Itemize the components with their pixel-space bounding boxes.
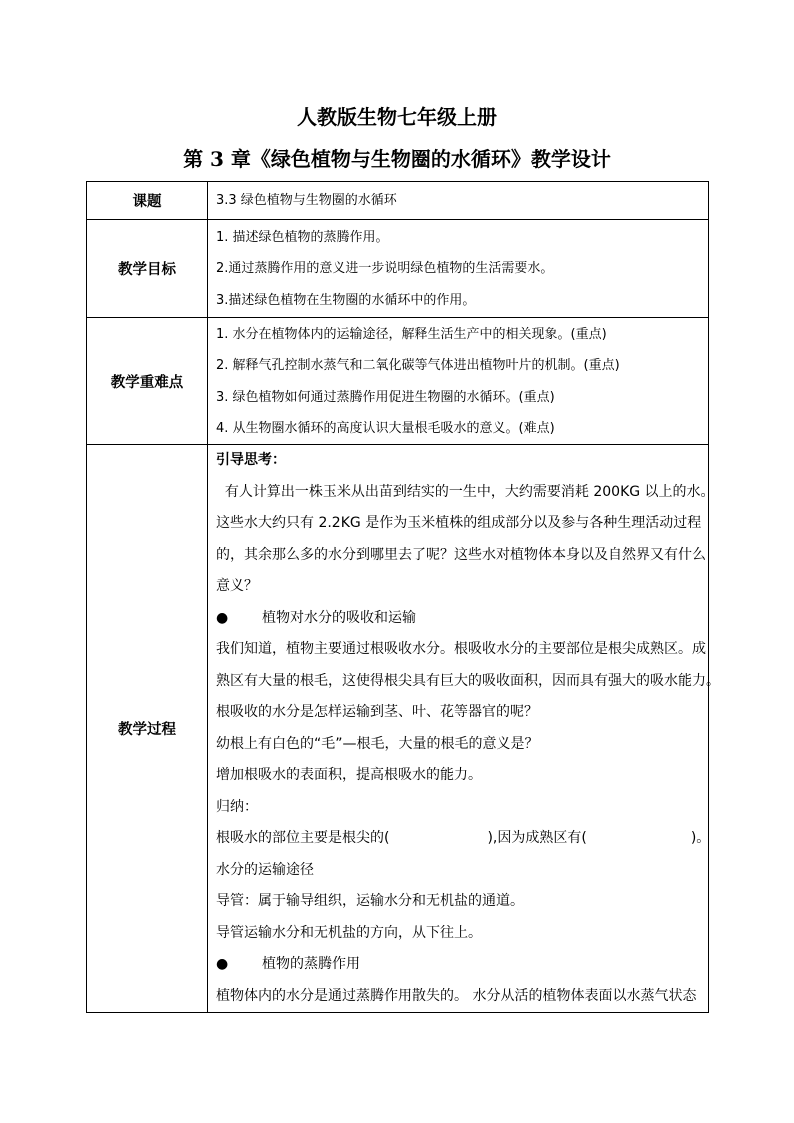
list-item: 4. 从生物圈水循环的高度认识大量根毛吸水的意义。(难点) — [216, 420, 555, 436]
objectives-label: 教学目标 — [87, 220, 208, 318]
paragraph-line: 这些水大约只有 2.2KG 是作为玉米植株的组成部分以及参与各种生理活动过程 — [216, 515, 702, 532]
guide-heading: 引导思考： — [216, 452, 286, 469]
paragraph-line: 导管运输水分和无机盐的方向，从下往上。 — [216, 924, 482, 941]
paragraph-line: 增加根吸水的表面积，提高根吸水的能力。 — [216, 767, 482, 784]
list-item: 3.描述绿色植物在生物圈的水循环中的作用。 — [216, 292, 476, 308]
list-item: 3. 绿色植物如何通过蒸腾作用促进生物圈的水循环。(重点) — [216, 389, 555, 405]
key-points-label: 教学重难点 — [87, 318, 208, 445]
section-heading — [216, 949, 702, 981]
fill-text: ),因为成熟区有( — [487, 830, 587, 847]
lesson-plan-table — [86, 181, 720, 1013]
table-row-objectives — [87, 220, 709, 318]
fill-in-blank-line — [216, 823, 711, 855]
topic-value-cell — [208, 182, 709, 220]
paragraph-line: 熟区有大量的根毛，这使得根尖具有巨大的吸收面积，因而具有强大的吸水能力。 — [216, 672, 720, 689]
fill-text: 根吸水的部位主要是根尖的( — [216, 830, 390, 847]
table-row-process — [87, 445, 709, 1013]
key-points-cell — [208, 318, 709, 445]
table-row-topic — [87, 182, 709, 220]
paragraph-line: 有人计算出一株玉米从出苗到结实的一生中，大约需要消耗 200KG 以上的水。 — [216, 483, 715, 500]
paragraph-line: 归纳： — [216, 798, 258, 815]
document-subtitle: 第 3 章《绿色植物与生物圈的水循环》教学设计 — [183, 147, 611, 171]
document-title: 人教版生物七年级上册 — [297, 105, 497, 129]
paragraph-line: 幼根上有白色的“毛”—根毛，大量的根毛的意义是？ — [216, 735, 539, 752]
paragraph-line: 意义？ — [216, 578, 258, 595]
process-cell — [208, 445, 720, 1013]
bullet-icon: ● — [216, 609, 229, 626]
fill-text: )。 — [690, 830, 711, 847]
section-title: 植物对水分的吸收和运输 — [262, 609, 416, 626]
paragraph-line: 导管：属于输导组织，运输水分和无机盐的通道。 — [216, 893, 524, 910]
section-heading — [216, 603, 702, 635]
paragraph-line: 根吸收的水分是怎样运输到茎、叶、花等器官的呢？ — [216, 704, 538, 721]
list-item: 2.通过蒸腾作用的意义进一步说明绿色植物的生活需要水。 — [216, 261, 554, 277]
objectives-cell — [208, 220, 709, 318]
paragraph-line: 的，其余那么多的水分到哪里去了呢？这些水对植物体本身以及自然界又有什么 — [216, 546, 706, 563]
list-item: 2. 解释气孔控制水蒸气和二氧化碳等气体进出植物叶片的机制。(重点) — [216, 358, 620, 374]
paragraph-line: 水分的运输途径 — [216, 861, 314, 878]
paragraph-line: 我们知道，植物主要通过根吸收水分。根吸收水分的主要部位是根尖成熟区。成 — [216, 641, 706, 658]
topic-label: 课题 — [87, 182, 208, 220]
bullet-icon: ● — [216, 956, 229, 973]
topic-value: 3.3 绿色植物与生物圈的水循环 — [216, 192, 397, 208]
list-item: 1. 描述绿色植物的蒸腾作用。 — [216, 230, 389, 245]
process-label: 教学过程 — [87, 445, 208, 1013]
table-row-key-points — [87, 318, 709, 445]
section-title: 植物的蒸腾作用 — [262, 956, 360, 973]
paragraph-line: 植物体内的水分是通过蒸腾作用散失的。 水分从活的植物体表面以水蒸气状态 — [216, 987, 697, 1004]
list-item: 1. 水分在植物体内的运输途径，解释生活生产中的相关现象。(重点) — [216, 327, 607, 342]
